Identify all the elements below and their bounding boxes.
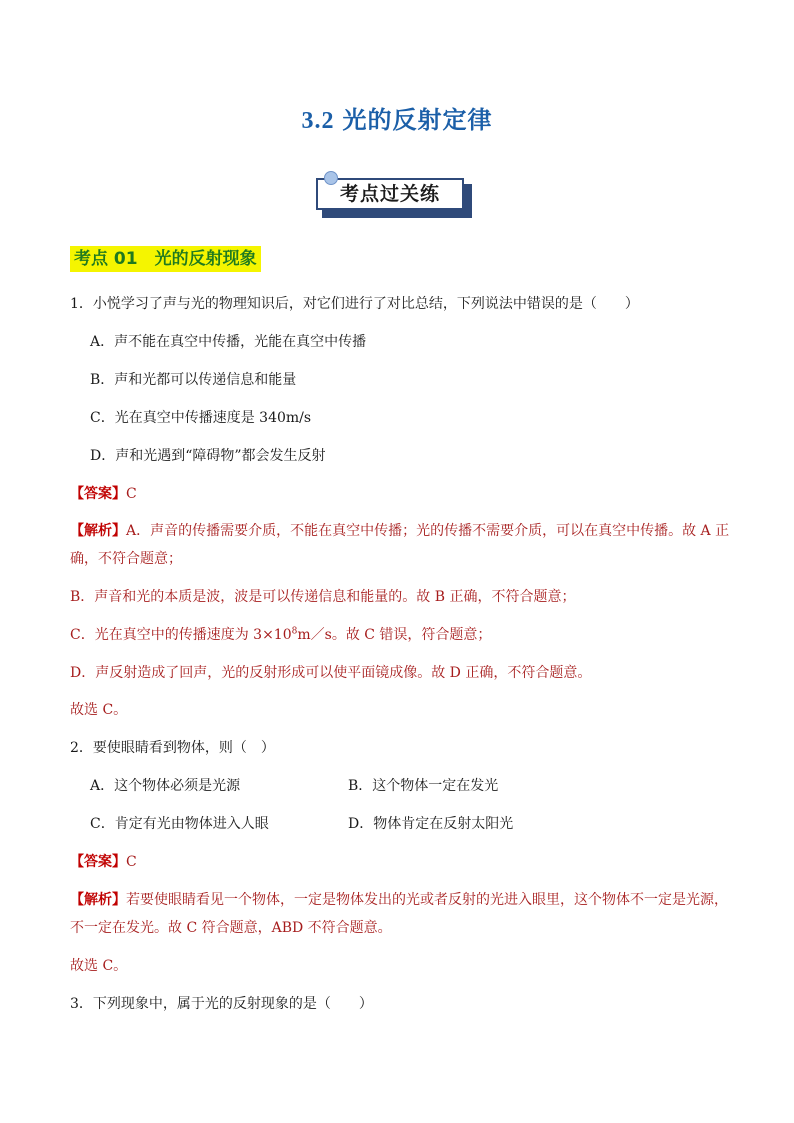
section-badge xyxy=(314,176,476,220)
title-number: 3.2 xyxy=(301,108,335,134)
q2-option-c: C．肯定有光由物体进入人眼 xyxy=(90,816,269,832)
q1-option-a: A．声不能在真空中传播，光能在真空中传播 xyxy=(90,334,367,350)
q2-option-a: A．这个物体必须是光源 xyxy=(90,778,241,794)
q2-answer-value: C xyxy=(126,854,137,870)
badge-label: 考点过关练 xyxy=(316,178,464,210)
q1-option-c: C．光在真空中传播速度是 340m/s xyxy=(90,410,312,426)
q2-stem: 2．要使眼睛看到物体，则（ ） xyxy=(70,740,275,756)
q1-analysis-c-sup: 8 xyxy=(291,626,298,637)
title-text: 光的反射定律 xyxy=(342,106,493,134)
q1-analysis-tag: 【解析】 xyxy=(70,523,126,539)
q2-option-d: D．物体肯定在反射太阳光 xyxy=(348,816,514,832)
q2-option-b: B．这个物体一定在发光 xyxy=(348,778,499,794)
q1-analysis-c-post: m／s。故 C 错误，符合题意； xyxy=(297,627,492,643)
q1-analysis-d: D．声反射造成了回声，光的反射形成可以使平面镜成像。故 D 正确，不符合题意。 xyxy=(70,665,592,681)
section-heading: 考点 01 光的反射现象 xyxy=(70,246,261,272)
q1-answer-value: C xyxy=(126,486,137,502)
q1-analysis-c xyxy=(70,625,491,645)
q2-analysis xyxy=(70,886,730,942)
q2-analysis-tag: 【解析】 xyxy=(70,892,126,908)
q1-option-b: B．声和光都可以传递信息和能量 xyxy=(90,372,297,388)
q1-option-d: D．声和光遇到“障碍物”都会发生反射 xyxy=(90,448,326,464)
q2-answer xyxy=(70,852,137,872)
q2-conclusion: 故选 C。 xyxy=(70,958,128,974)
q1-conclusion: 故选 C。 xyxy=(70,702,128,718)
badge-dot-icon xyxy=(324,171,338,185)
page-title xyxy=(0,100,794,135)
q1-analysis-a-text: A．声音的传播需要介质，不能在真空中传播；光的传播不需要介质，可以在真空中传播。故 A 正确，不符合题意； xyxy=(70,523,730,567)
q1-analysis-b: B．声音和光的本质是波，波是可以传递信息和能量的。故 B 正确，不符合题意； xyxy=(70,589,576,605)
q1-answer xyxy=(70,484,137,504)
q2-answer-tag: 【答案】 xyxy=(70,854,126,870)
q2-analysis-text: 若要使眼睛看见一个物体，一定是物体发出的光或者反射的光进入眼里，这个物体不一定是光源，不一定在发光。故 C 符合题意，ABD 不符合题意。 xyxy=(70,892,728,936)
q1-analysis-a xyxy=(70,517,730,573)
q1-stem: 1．小悦学习了声与光的物理知识后，对它们进行了对比总结，下列说法中错误的是（ ） xyxy=(70,296,639,312)
q1-analysis-c-pre: C．光在真空中的传播速度为 3×10 xyxy=(70,627,292,643)
q1-answer-tag: 【答案】 xyxy=(70,486,126,502)
q3-stem: 3．下列现象中，属于光的反射现象的是（ ） xyxy=(70,996,373,1012)
